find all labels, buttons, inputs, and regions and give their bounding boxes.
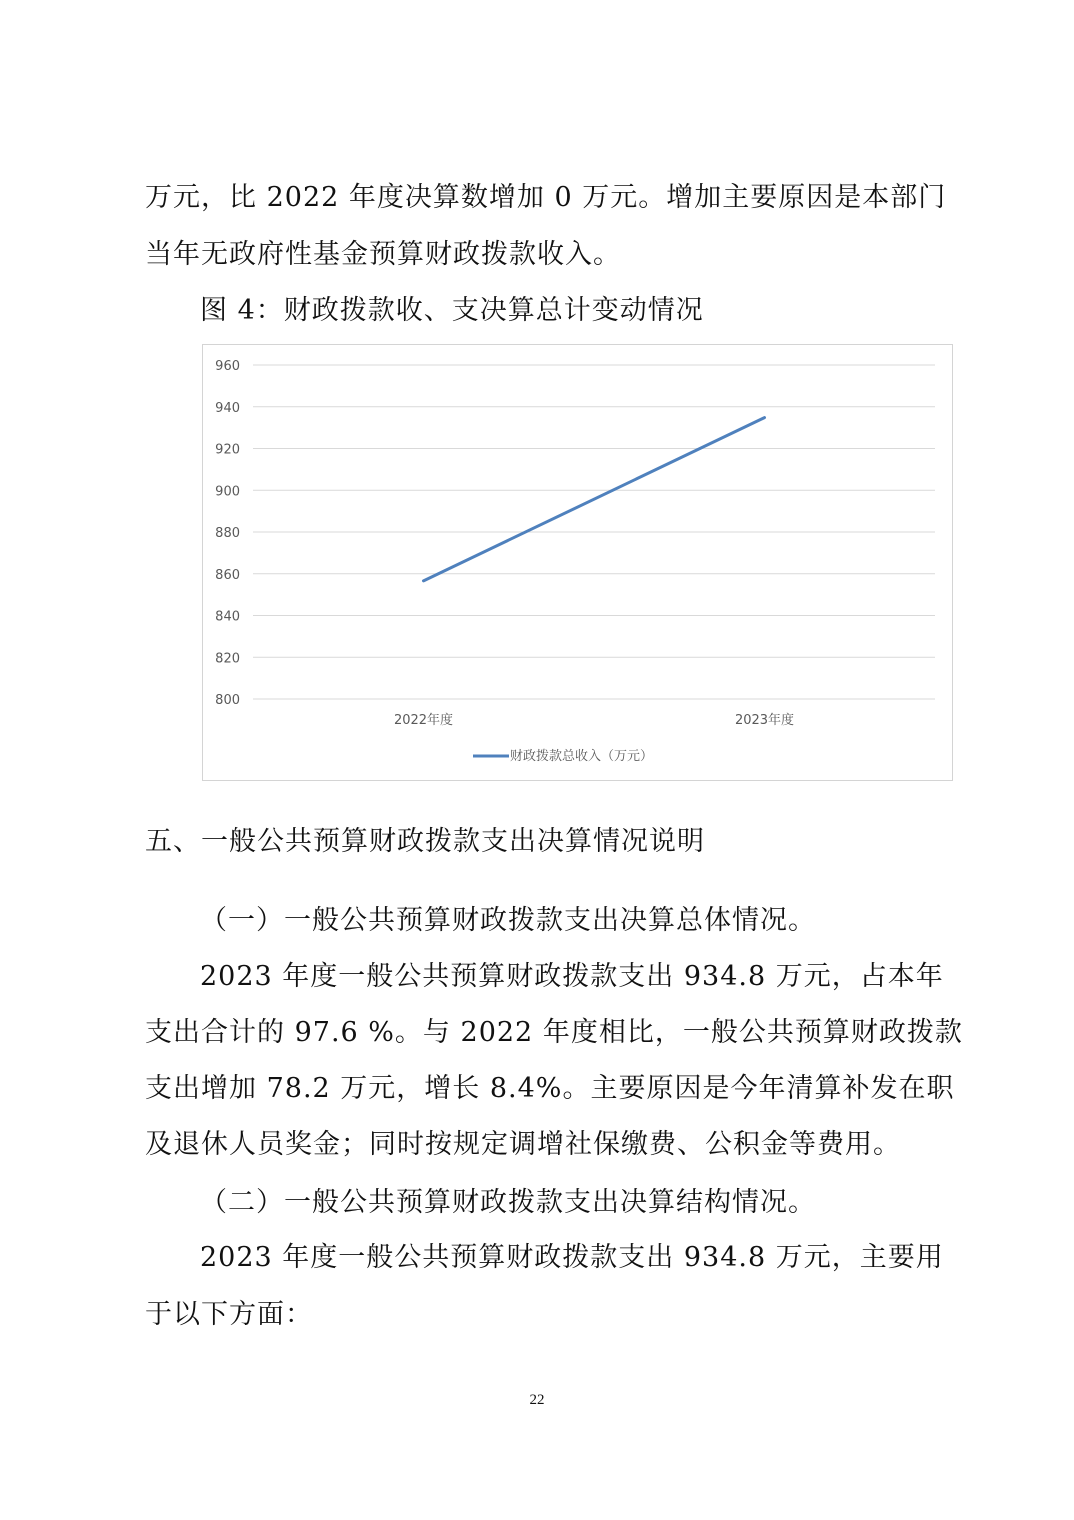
paragraph-line: 支出合计的 97.6 %。与 2022 年度相比，一般公共预算财政拨款 [145, 1017, 963, 1048]
paragraph-line: 及退休人员奖金；同时按规定调增社保缴费、公积金等费用。 [145, 1129, 901, 1160]
y-tick-label: 860 [215, 567, 240, 583]
x-tick-label: 2022年度 [393, 713, 454, 728]
paragraph-line: 万元，比 2022 年度决算数增加 0 万元。增加主要原因是本部门 [145, 182, 947, 213]
y-tick-label: 840 [215, 609, 240, 625]
y-tick-label: 880 [215, 526, 240, 541]
y-tick-label: 900 [215, 484, 240, 500]
legend-label: 财政拨款总收入（万元） [510, 749, 654, 764]
paragraph-line: 2023 年度一般公共预算财政拨款支出 934.8 万元，占本年 [200, 961, 944, 992]
section-heading: 五、一般公共预算财政拨款支出决算情况说明 [145, 826, 705, 857]
paragraph-line: 当年无政府性基金预算财政拨款收入。 [145, 239, 621, 270]
series-line [424, 418, 765, 581]
subsection-heading: （二）一般公共预算财政拨款支出决算结构情况。 [200, 1187, 816, 1218]
line-chart [202, 344, 953, 781]
paragraph-line: 2023 年度一般公共预算财政拨款支出 934.8 万元，主要用 [200, 1242, 944, 1273]
y-tick-label: 960 [215, 359, 240, 374]
subsection-heading: （一）一般公共预算财政拨款支出决算总体情况。 [200, 905, 816, 936]
y-tick-label: 920 [215, 442, 240, 458]
y-tick-label: 800 [215, 693, 240, 708]
y-tick-label: 820 [215, 651, 240, 667]
chart-canvas [203, 345, 952, 780]
page-number: 22 [529, 1392, 545, 1408]
paragraph-line: 支出增加 78.2 万元，增长 8.4%。主要原因是今年清算补发在职 [145, 1073, 955, 1104]
figure-caption: 图 4：财政拨款收、支决算总计变动情况 [200, 295, 704, 326]
y-tick-label: 940 [215, 400, 240, 416]
paragraph-line: 于以下方面： [145, 1299, 313, 1330]
x-tick-label: 2023年度 [734, 713, 795, 728]
